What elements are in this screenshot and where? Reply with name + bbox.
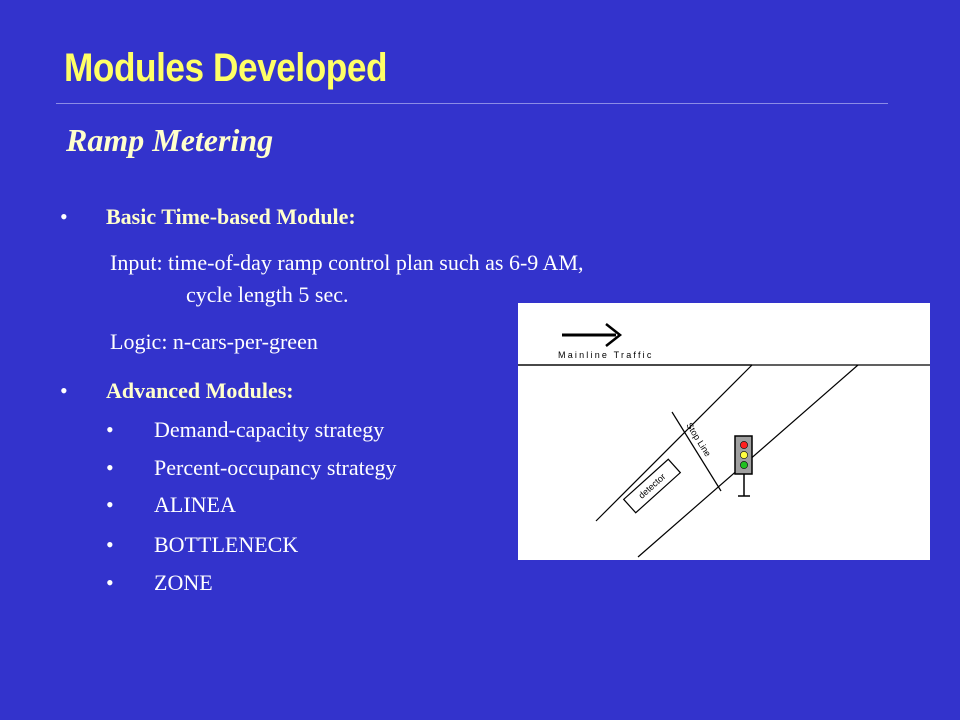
bullet-advanced: • <box>60 378 68 403</box>
ramp-left-edge <box>596 365 752 521</box>
detector-label: detector <box>636 471 668 501</box>
advanced-modules-heading: Advanced Modules: <box>106 378 294 403</box>
advanced-item-demand-capacity: Demand-capacity strategy <box>154 417 385 442</box>
advanced-item-bottleneck: BOTTLENECK <box>154 532 299 557</box>
ramp-metering-diagram <box>518 303 930 560</box>
basic-module-heading: Basic Time-based Module: <box>106 204 356 229</box>
basic-logic: Logic: n-cars-per-green <box>110 329 318 354</box>
slide-subtitle: Ramp Metering <box>66 122 274 158</box>
advanced-item-percent-occupancy: Percent-occupancy strategy <box>154 455 397 480</box>
bullet-basic: • <box>60 204 68 229</box>
detector-loop <box>624 459 681 513</box>
advanced-item-zone: ZONE <box>154 570 213 595</box>
stop-line <box>672 412 721 491</box>
mainline-arrow-icon <box>562 324 620 346</box>
signal-red-light <box>740 441 747 448</box>
basic-input-line1: Input: time-of-day ramp control plan such as 6-9 AM, <box>110 250 584 275</box>
bullet-item: • <box>106 455 114 480</box>
signal-green-light <box>740 461 747 468</box>
basic-input-line2: cycle length 5 sec. <box>186 282 349 307</box>
bullet-item: • <box>106 532 114 557</box>
slide-title: Modules Developed <box>64 46 388 90</box>
signal-yellow-light <box>740 451 747 458</box>
mainline-traffic-label: Mainline Traffic <box>558 350 654 360</box>
traffic-signal-icon <box>735 436 752 496</box>
stop-line-label: Stop Line <box>684 420 713 459</box>
bullet-item: • <box>106 570 114 595</box>
bullet-item: • <box>106 417 114 442</box>
advanced-item-alinea: ALINEA <box>154 492 236 517</box>
title-divider <box>56 103 888 104</box>
bullet-item: • <box>106 492 114 517</box>
ramp-diagram-svg <box>518 303 930 560</box>
